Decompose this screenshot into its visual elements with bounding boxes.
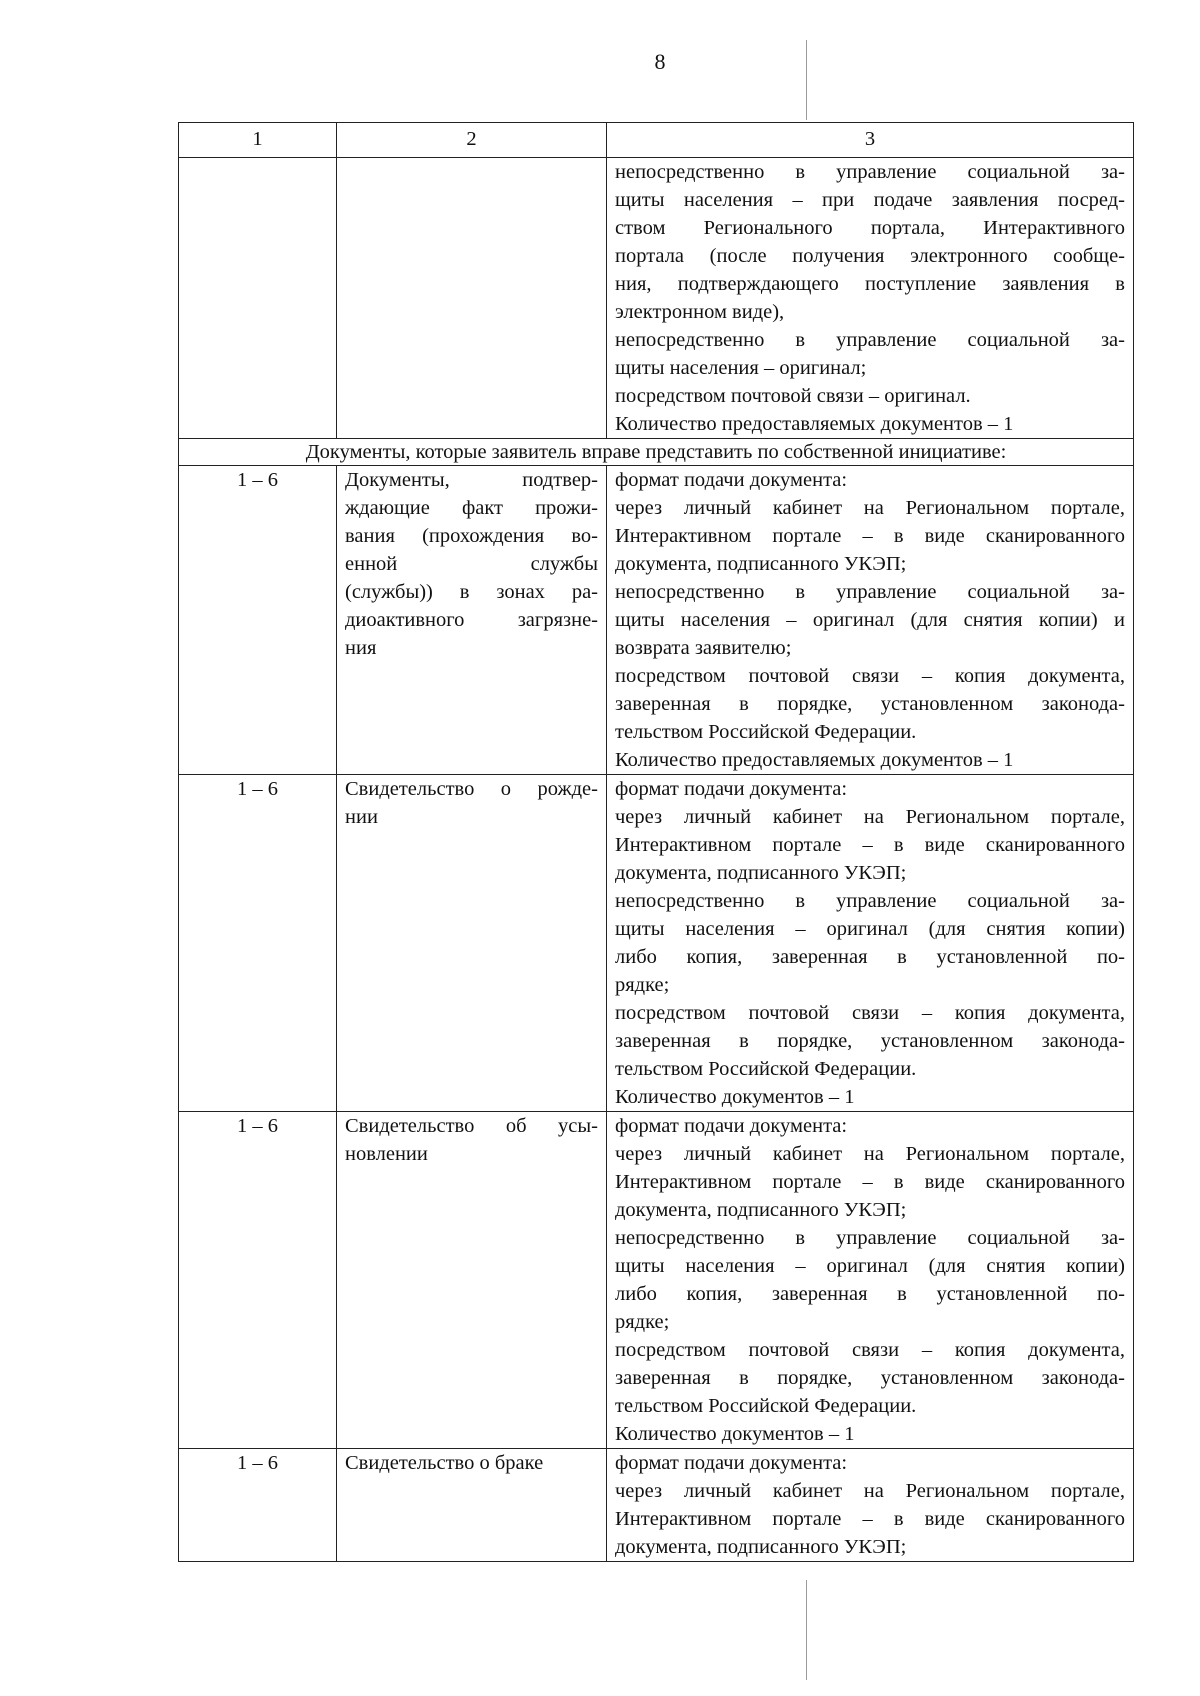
- format-line: непосредственно в управление социальной за-: [615, 1227, 1125, 1249]
- row-number: 1 – 6: [179, 1449, 337, 1562]
- format-line: рядке;: [615, 1311, 670, 1333]
- format-line: тельством Российской Федерации.: [615, 1058, 917, 1080]
- description-line: Документы, подтвер-: [345, 469, 598, 491]
- format-line: Количество документов – 1: [615, 1423, 855, 1445]
- row-submission-format: [607, 1112, 1134, 1449]
- description-line: диоактивного загрязне-: [345, 609, 598, 631]
- column-header-2: 2: [337, 123, 607, 158]
- format-line: портала (после получения электронного сообще-: [615, 245, 1125, 267]
- format-line: щиты населения – при подаче заявления посред-: [615, 189, 1125, 211]
- format-line: рядке;: [615, 974, 670, 996]
- row-description: [337, 466, 607, 775]
- row-number: 1 – 6: [179, 466, 337, 775]
- table-row: [179, 775, 1134, 1112]
- table-header-row: [179, 123, 1134, 158]
- row-description: [337, 1112, 607, 1449]
- format-line: непосредственно в управление социальной за-: [615, 329, 1125, 351]
- description-line: (службы)) в зонах ра-: [345, 581, 598, 603]
- description-line: нии: [345, 806, 378, 828]
- section-heading: Документы, которые заявитель вправе представить по собственной инициативе:: [179, 439, 1134, 466]
- continuation-description-cell: [337, 158, 607, 439]
- format-line: тельством Российской Федерации.: [615, 721, 917, 743]
- row-submission-format: [607, 775, 1134, 1112]
- format-line: тельством Российской Федерации.: [615, 1395, 917, 1417]
- description-line: вания (прохождения во-: [345, 525, 598, 547]
- format-line: посредством почтовой связи – копия документа,: [615, 1339, 1125, 1361]
- format-line: документа, подписанного УКЭП;: [615, 1199, 907, 1221]
- format-line: Количество документов – 1: [615, 1086, 855, 1108]
- format-line: документа, подписанного УКЭП;: [615, 553, 907, 575]
- scan-artifact-top: [806, 40, 807, 120]
- format-line: Интерактивном портале – в виде сканированного: [615, 1171, 1125, 1193]
- row-description: [337, 1449, 607, 1562]
- section-heading-row: [179, 439, 1134, 466]
- format-line: щиты населения – оригинал (для снятия копии) и: [615, 609, 1125, 631]
- format-line: формат подачи документа:: [615, 469, 848, 491]
- format-line: щиты населения – оригинал (для снятия копии): [615, 1255, 1125, 1277]
- format-line: либо копия, заверенная в установленной по-: [615, 1283, 1125, 1305]
- description-line: Свидетельство об усы-: [345, 1115, 598, 1137]
- page-number: 8: [654, 49, 666, 74]
- format-line: Интерактивном портале – в виде сканированного: [615, 834, 1125, 856]
- format-line: формат подачи документа:: [615, 778, 848, 800]
- format-line: щиты населения – оригинал (для снятия копии): [615, 918, 1125, 940]
- format-line: через личный кабинет на Региональном портале,: [615, 1480, 1125, 1502]
- format-line: щиты населения – оригинал;: [615, 357, 867, 379]
- scan-artifact-bottom: [806, 1580, 807, 1680]
- description-line: ния: [345, 637, 377, 659]
- format-line: Количество предоставляемых документов – 1: [615, 413, 1014, 435]
- format-line: возврата заявителю;: [615, 637, 792, 659]
- format-line: ния, подтверждающего поступление заявления в: [615, 273, 1125, 295]
- row-submission-format: [607, 466, 1134, 775]
- description-line: Свидетельство о рожде-: [345, 778, 598, 800]
- row-submission-format: [607, 1449, 1134, 1562]
- format-line: Интерактивном портале – в виде сканированного: [615, 525, 1125, 547]
- format-line: посредством почтовой связи – копия документа,: [615, 1002, 1125, 1024]
- format-line: посредством почтовой связи – копия документа,: [615, 665, 1125, 687]
- format-line: электронном виде),: [615, 301, 785, 323]
- format-line: через личный кабинет на Региональном портале,: [615, 497, 1125, 519]
- description-line: ждающие факт прожи-: [345, 497, 598, 519]
- format-line: ством Регионального портала, Интерактивного: [615, 217, 1125, 239]
- format-line: документа, подписанного УКЭП;: [615, 862, 907, 884]
- table-row: [179, 1449, 1134, 1562]
- description-line: новлении: [345, 1143, 428, 1165]
- format-line: заверенная в порядке, установленном законода-: [615, 1367, 1125, 1389]
- format-line: непосредственно в управление социальной за-: [615, 581, 1125, 603]
- description-line: Свидетельство о браке: [345, 1452, 544, 1474]
- row-number: 1 – 6: [179, 1112, 337, 1449]
- continuation-number-cell: [179, 158, 337, 439]
- format-line: документа, подписанного УКЭП;: [615, 1536, 907, 1558]
- column-header-1: 1: [179, 123, 337, 158]
- format-line: Количество предоставляемых документов – 1: [615, 749, 1014, 771]
- format-line: через личный кабинет на Региональном портале,: [615, 1143, 1125, 1165]
- format-line: непосредственно в управление социальной за-: [615, 161, 1125, 183]
- row-description: [337, 775, 607, 1112]
- format-line: посредством почтовой связи – оригинал.: [615, 385, 971, 407]
- description-line: енной службы: [345, 553, 598, 575]
- format-line: либо копия, заверенная в установленной по-: [615, 946, 1125, 968]
- table-row: [179, 1112, 1134, 1449]
- format-line: заверенная в порядке, установленном законода-: [615, 693, 1125, 715]
- format-line: Интерактивном портале – в виде сканированного: [615, 1508, 1125, 1530]
- format-line: через личный кабинет на Региональном портале,: [615, 806, 1125, 828]
- table-row: [179, 466, 1134, 775]
- row-number: 1 – 6: [179, 775, 337, 1112]
- documents-table: [178, 122, 1134, 1562]
- continuation-format-cell: [607, 158, 1134, 439]
- column-header-3: 3: [607, 123, 1134, 158]
- format-line: заверенная в порядке, установленном законода-: [615, 1030, 1125, 1052]
- format-line: непосредственно в управление социальной за-: [615, 890, 1125, 912]
- continuation-row: [179, 158, 1134, 439]
- format-line: формат подачи документа:: [615, 1115, 848, 1137]
- format-line: формат подачи документа:: [615, 1452, 848, 1474]
